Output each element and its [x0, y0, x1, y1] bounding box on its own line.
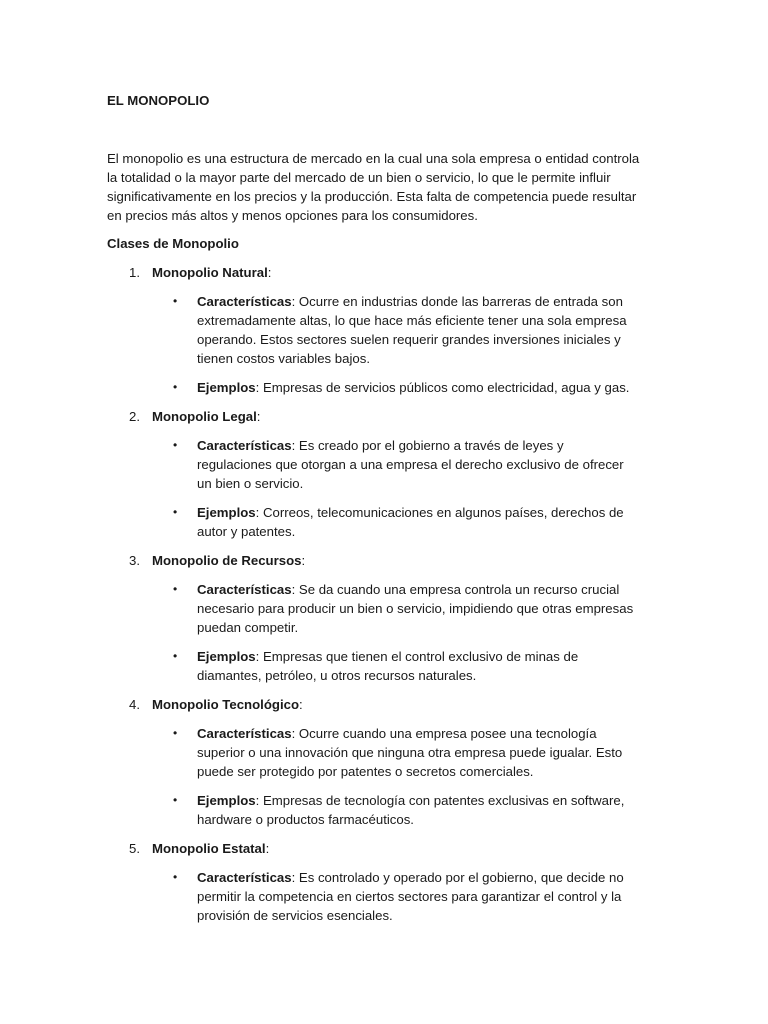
list-number: 4.	[129, 697, 140, 712]
detail-separator: :	[291, 582, 299, 597]
detail-label: Ejemplos	[197, 793, 256, 808]
detail-separator: :	[255, 380, 263, 395]
monopoly-class-details	[107, 724, 667, 829]
detail-label: Características	[197, 870, 292, 885]
bullet-icon: •	[173, 870, 178, 884]
detail-separator: :	[255, 649, 263, 664]
monopoly-classes-list	[107, 263, 667, 935]
bullet-icon: •	[173, 438, 178, 452]
monopoly-class-item	[107, 263, 667, 397]
detail-label: Características	[197, 438, 292, 453]
detail-text: Correos, telecomunicaciones en algunos países, derechos de autor y patentes.	[197, 505, 624, 539]
bullet-icon: •	[173, 649, 178, 663]
detail-item	[107, 503, 637, 541]
section-heading: Clases de Monopolio	[107, 236, 239, 251]
monopoly-class-item	[107, 839, 667, 925]
detail-item	[107, 791, 637, 829]
bullet-icon: •	[173, 726, 178, 740]
bullet-icon: •	[173, 505, 178, 519]
detail-item	[107, 292, 637, 368]
list-number: 1.	[129, 265, 140, 280]
intro-paragraph: El monopolio es una estructura de mercado en la cual una sola empresa o entidad controla la totalidad o la mayor parte del mercado de un bien o servicio, lo que le permite influir significativamente en los precios y la producción. Esta falta de competencia puede resultar en precios más altos y menos opciones para los consumidores.	[107, 151, 640, 223]
monopoly-class-name: Monopolio Legal	[152, 409, 257, 424]
heading-colon: :	[265, 841, 270, 856]
detail-item	[107, 724, 637, 781]
list-number: 3.	[129, 553, 140, 568]
detail-separator: :	[291, 726, 299, 741]
monopoly-class-heading	[107, 839, 667, 858]
detail-separator: :	[291, 294, 299, 309]
detail-label: Ejemplos	[197, 649, 256, 664]
heading-colon: :	[299, 697, 303, 712]
detail-separator: :	[291, 870, 299, 885]
detail-separator: :	[255, 505, 263, 520]
bullet-icon: •	[173, 793, 178, 807]
detail-text: Es creado por el gobierno a través de leyes y regulaciones que otorgan a una empresa el derecho exclusivo de ofrecer un bien o servicio.	[197, 438, 624, 491]
heading-colon: :	[267, 265, 272, 280]
monopoly-class-name: Monopolio Natural	[152, 265, 268, 280]
detail-item	[107, 378, 637, 397]
detail-text: Ocurre en industrias donde las barreras de entrada son extremadamente altas, lo que hace más eficiente tener una sola empresa operando. Estos sectores suelen requerir grandes inversiones iniciales y tienen costos variables bajos.	[197, 294, 627, 366]
heading-colon: :	[301, 553, 306, 568]
detail-text: Empresas de servicios públicos como electricidad, agua y gas.	[262, 380, 630, 395]
list-number: 2.	[129, 409, 140, 424]
monopoly-class-details	[107, 436, 667, 541]
monopoly-class-details	[107, 580, 667, 685]
detail-separator: :	[291, 438, 299, 453]
monopoly-class-name: Monopolio Estatal	[152, 841, 266, 856]
monopoly-class-heading	[107, 407, 667, 426]
detail-label: Características	[197, 294, 292, 309]
detail-label: Características	[197, 582, 292, 597]
monopoly-class-heading	[107, 695, 667, 714]
monopoly-class-item	[107, 695, 667, 829]
monopoly-class-heading	[107, 263, 667, 282]
detail-item	[107, 868, 637, 925]
detail-label: Ejemplos	[197, 380, 256, 395]
monopoly-class-heading	[107, 551, 667, 570]
monopoly-class-details	[107, 292, 667, 397]
monopoly-class-item	[107, 551, 667, 685]
detail-text: Empresas de tecnología con patentes exclusivas en software, hardware o productos farmacéuticos.	[197, 793, 625, 827]
detail-text: Empresas que tienen el control exclusivo de minas de diamantes, petróleo, u otros recursos naturales.	[197, 649, 579, 683]
monopoly-class-item	[107, 407, 667, 541]
list-number: 5.	[129, 841, 140, 856]
monopoly-class-name: Monopolio de Recursos	[152, 553, 302, 568]
detail-item	[107, 580, 637, 637]
detail-label: Ejemplos	[197, 505, 256, 520]
monopoly-class-details	[107, 868, 667, 925]
detail-text: Se da cuando una empresa controla un recurso crucial necesario para producir un bien o servicio, impidiendo que otras empresas puedan competir.	[197, 582, 634, 635]
monopoly-class-name: Monopolio Tecnológico	[152, 697, 299, 712]
detail-item	[107, 436, 637, 493]
detail-separator: :	[255, 793, 263, 808]
bullet-icon: •	[173, 380, 178, 394]
detail-label: Características	[197, 726, 292, 741]
detail-item	[107, 647, 637, 685]
bullet-icon: •	[173, 582, 178, 596]
bullet-icon: •	[173, 294, 178, 308]
detail-text: Ocurre cuando una empresa posee una tecnología superior o una innovación que ninguna otra empresa puede igualar. Esto puede ser protegido por patentes o secretos comerciales.	[197, 726, 623, 779]
heading-colon: :	[256, 409, 261, 424]
detail-text: Es controlado y operado por el gobierno, que decide no permitir la competencia en ciertos sectores para garantizar el control y la provisión de servicios esenciales.	[197, 870, 624, 923]
document-title: EL MONOPOLIO	[107, 93, 210, 108]
